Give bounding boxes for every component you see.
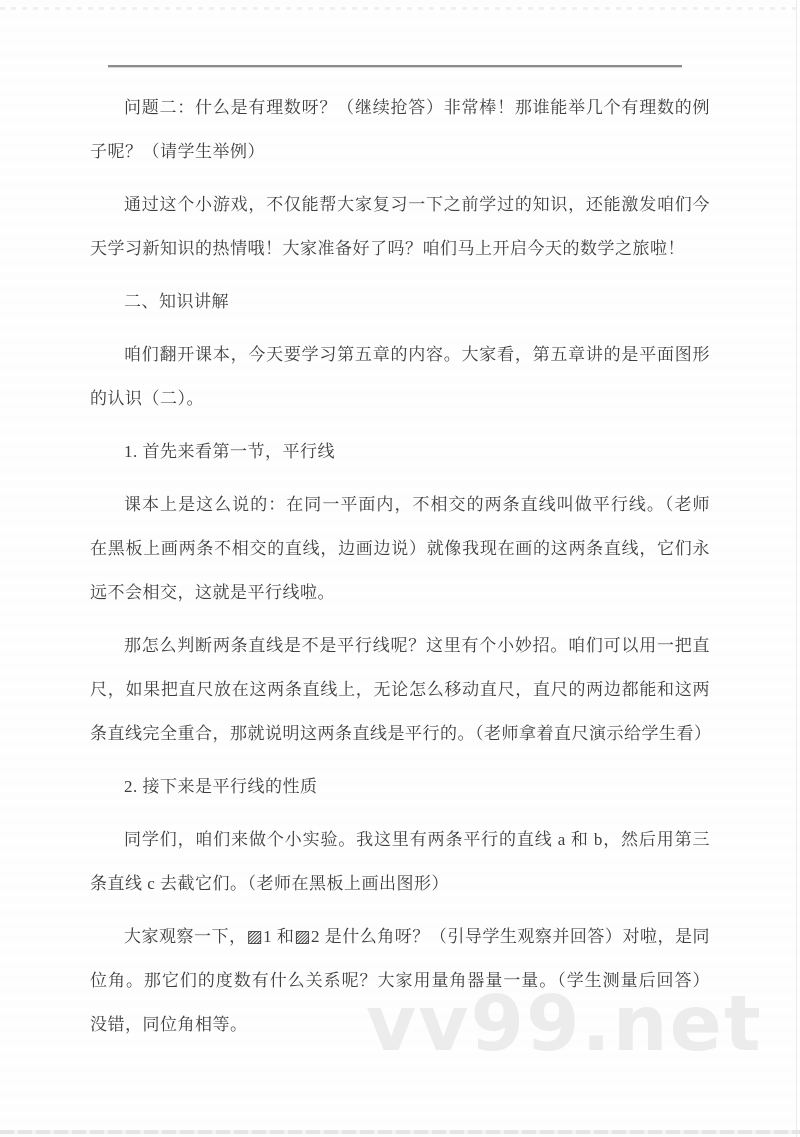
paragraph: 那怎么判断两条直线是不是平行线呢？这里有个小妙招。咱们可以用一把直尺，如果把直尺放在这两条直线上，无论怎么移动直尺，直尺的两边都能和这两条直线完全重合，那就说明这两条直线是平行的。（老师拿着直尺演示给学生看） <box>90 636 712 743</box>
page-bottom-edge-line <box>0 1130 800 1134</box>
paragraph: 二、知识讲解 <box>124 292 229 311</box>
section-divider-line <box>108 65 682 68</box>
paragraph: 2. 接下来是平行线的性质 <box>124 777 318 796</box>
document-body <box>90 86 710 1056</box>
paragraph: 1. 首先来看第一节，平行线 <box>124 442 335 461</box>
paragraph: 同学们，咱们来做个小实验。我这里有两条平行的直线 a 和 b，然后用第三条直线 c 去截它们。（老师在黑板上画出图形） <box>90 830 710 893</box>
paragraph: 通过这个小游戏，不仅能帮大家复习一下之前学过的知识，还能激发咱们今天学习新知识的热情哦！大家准备好了吗？咱们马上开启今天的数学之旅啦！ <box>90 195 710 258</box>
paragraph: 大家观察一下，▨1 和▨2 是什么角呀？（引导学生观察并回答）对啦，是同位角。那它们的度数有什么关系呢？大家用量角器量一量。（学生测量后回答）没错，同位角相等。 <box>90 927 710 1034</box>
page-right-edge-line <box>796 0 797 1137</box>
watermark-text: vv99.net <box>366 980 763 1069</box>
paragraph: 课本上是这么说的：在同一平面内，不相交的两条直线叫做平行线。（老师在黑板上画两条不相交的直线，边画边说）就像我现在画的这两条直线，它们永远不会相交，这就是平行线啦。 <box>90 495 710 602</box>
page-top-edge-line <box>0 7 800 10</box>
paragraph: 咱们翻开课本，今天要学习第五章的内容。大家看，第五章讲的是平面图形的认识（二）。 <box>90 345 710 408</box>
paragraph: 问题二：什么是有理数呀？（继续抢答）非常棒！那谁能举几个有理数的例子呢？（请学生举例） <box>90 98 710 161</box>
